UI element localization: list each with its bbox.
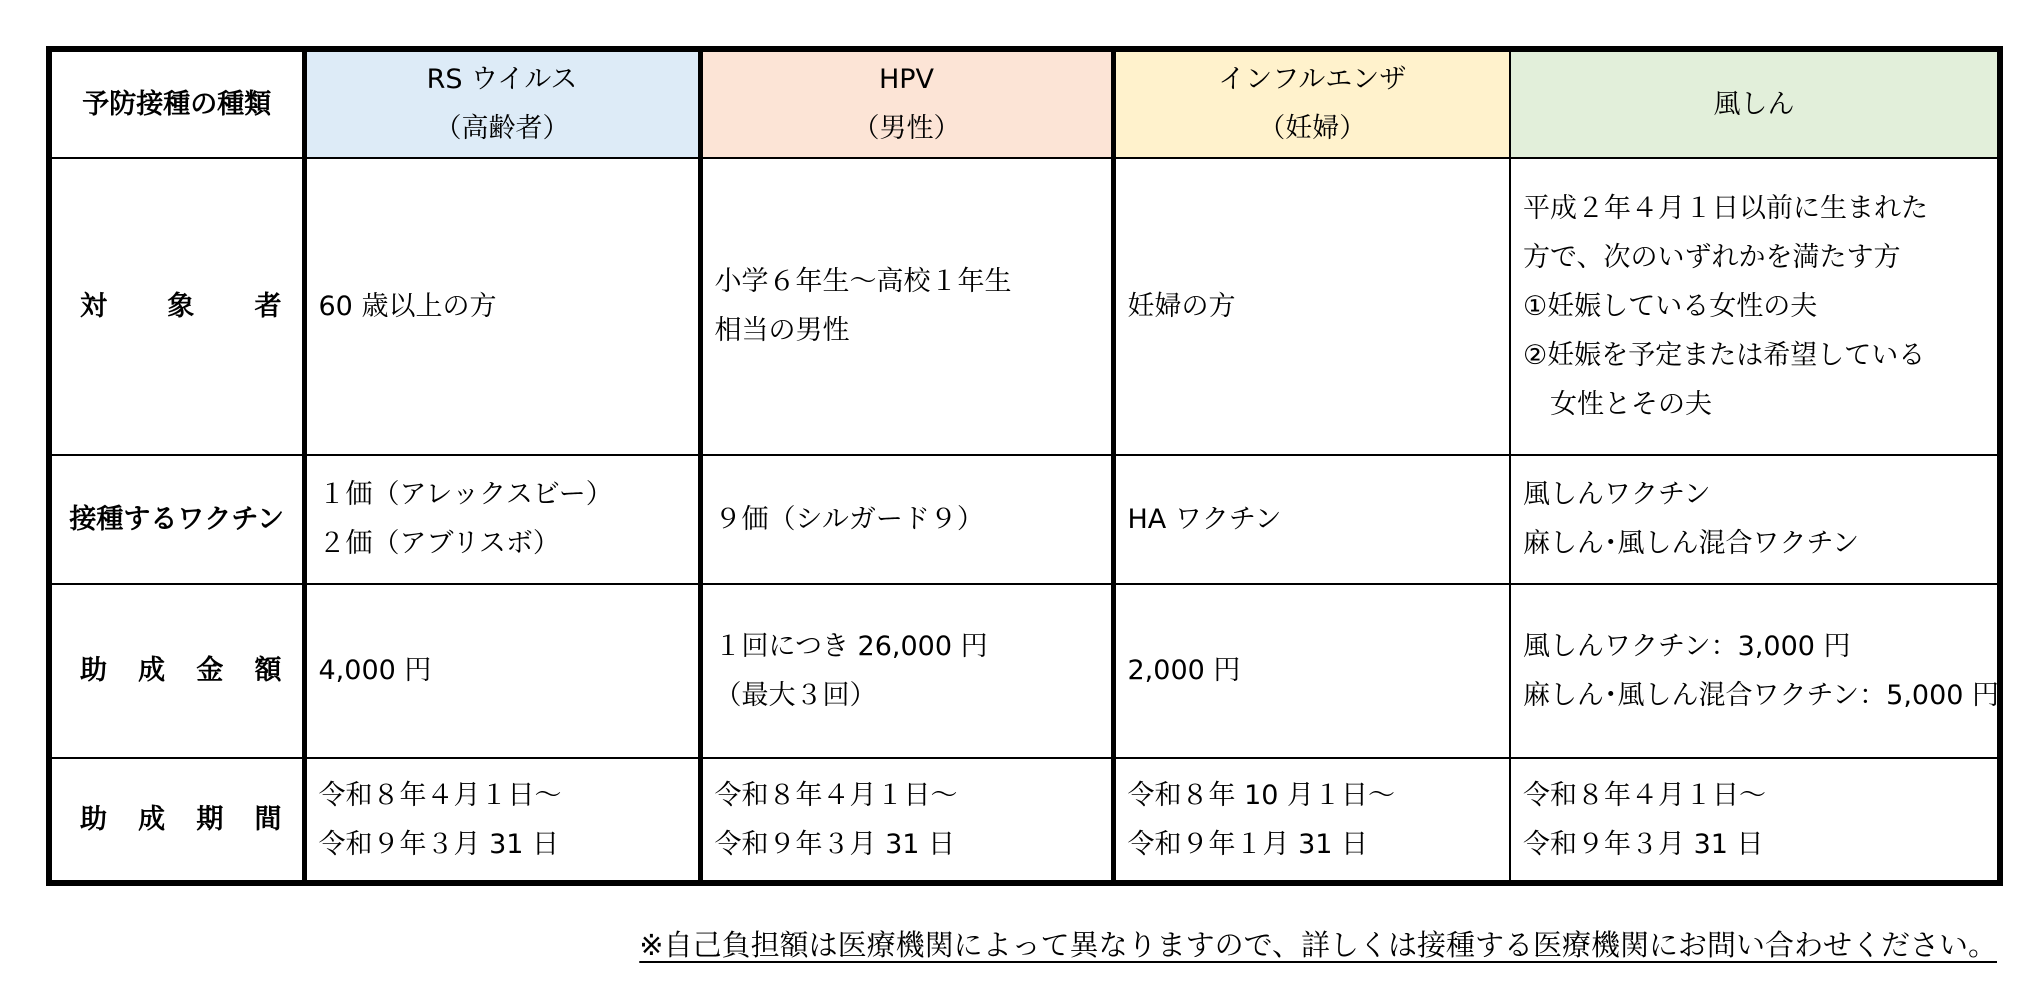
cell-line: 令和９年３月 31 日: [1523, 828, 1764, 860]
table-cell: [1510, 758, 2000, 883]
table-row-eligibility: [49, 158, 2000, 455]
cell-line: 令和９年３月 31 日: [318, 828, 560, 860]
table-cell: [1113, 758, 1510, 883]
table-cell: [700, 584, 1113, 759]
table-cell: [304, 758, 700, 883]
vaccination-subsidy-table: [46, 46, 2003, 886]
vaccine-header-rs-virus: [304, 49, 700, 158]
table-cell: [304, 455, 700, 584]
vaccine-header-influenza: [1113, 49, 1510, 158]
table-cell: [304, 584, 700, 759]
row-label-cell: [49, 758, 304, 883]
row-label-cell: [49, 584, 304, 759]
cell-line: 方で、次のいずれかを満たす方: [1523, 241, 1901, 273]
table-row-subsidy-amount: [49, 584, 2000, 759]
cell-line: 麻しん･風しん混合ワクチン: [1523, 528, 1860, 560]
table-cell: [304, 158, 700, 455]
row-label: 助 成 期 間: [80, 804, 282, 836]
table-cell: [700, 758, 1113, 883]
cell-line: 風しんワクチン：3,000 円: [1523, 630, 1851, 662]
cell-line: ９価（シルガード９）: [714, 503, 984, 535]
cell-line: 相当の男性: [714, 315, 850, 347]
table-cell: [1510, 455, 2000, 584]
cell-line: 2,000 円: [1127, 655, 1241, 687]
cell-line: 麻しん･風しん混合ワクチン：5,000 円: [1523, 679, 2000, 711]
cell-line: ①妊娠している女性の夫: [1523, 290, 1818, 322]
vaccine-target: （高齢者）: [434, 113, 570, 145]
row-label: 助 成 金 額: [80, 655, 282, 687]
header-label-cell: [49, 49, 304, 158]
cell-line: 令和８年 10 月１日～: [1127, 779, 1396, 811]
cell-line: 令和８年４月１日～: [1523, 779, 1766, 811]
row-label-cell: [49, 455, 304, 584]
cell-line: １回につき 26,000 円: [714, 630, 988, 662]
table-cell: [1113, 455, 1510, 584]
vaccine-name: インフルエンザ: [1218, 64, 1407, 96]
table-cell: [1113, 584, 1510, 759]
cell-line: ２価（アブリスボ）: [318, 528, 560, 560]
table-cell: [700, 455, 1113, 584]
cell-line: 4,000 円: [318, 655, 432, 687]
vaccine-name: 風しん: [1713, 88, 1795, 120]
cell-line: 令和８年４月１日～: [318, 779, 562, 811]
cell-line: １価（アレックスビー）: [318, 479, 613, 511]
row-label-cell: [49, 158, 304, 455]
row-label: 対 象 者: [80, 290, 282, 322]
vaccine-header-rubella: [1510, 49, 2000, 158]
cell-line: 令和９年３月 31 日: [714, 828, 956, 860]
cell-line: 平成２年４月１日以前に生まれた: [1523, 192, 1928, 224]
table-row-vaccine: [49, 455, 2000, 584]
cell-line: 60 歳以上の方: [318, 290, 497, 322]
header-row: [49, 49, 2000, 158]
vaccine-name: HPV: [878, 64, 935, 96]
header-label: 予防接種の種類: [82, 88, 272, 120]
footnote: ※自己負担額は医療機関によって異なりますので、詳しくは接種する医療機関にお問い合わせください。: [639, 928, 1997, 962]
vaccine-header-hpv: [700, 49, 1113, 158]
vaccine-name: RS ウイルス: [426, 64, 578, 96]
vaccine-target: （男性）: [852, 113, 961, 145]
table-row-subsidy-period: [49, 758, 2000, 883]
cell-line: （最大３回）: [714, 679, 877, 711]
cell-line: 女性とその夫: [1523, 388, 1712, 420]
table-cell: [1510, 584, 2000, 759]
cell-line: 令和９年１月 31 日: [1127, 828, 1369, 860]
cell-line: 令和８年４月１日～: [714, 779, 958, 811]
cell-line: 妊婦の方: [1127, 290, 1236, 322]
cell-line: 小学６年生～高校１年生: [714, 266, 1012, 298]
table-cell: [700, 158, 1113, 455]
vaccine-target: （妊婦）: [1258, 113, 1367, 145]
table-cell: [1510, 158, 2000, 455]
cell-line: 風しんワクチン: [1523, 479, 1711, 511]
row-label: 接種するワクチン: [69, 503, 285, 535]
cell-line: HA ワクチン: [1127, 503, 1282, 535]
cell-line: ②妊娠を予定または希望している: [1523, 339, 1926, 371]
table-cell: [1113, 158, 1510, 455]
